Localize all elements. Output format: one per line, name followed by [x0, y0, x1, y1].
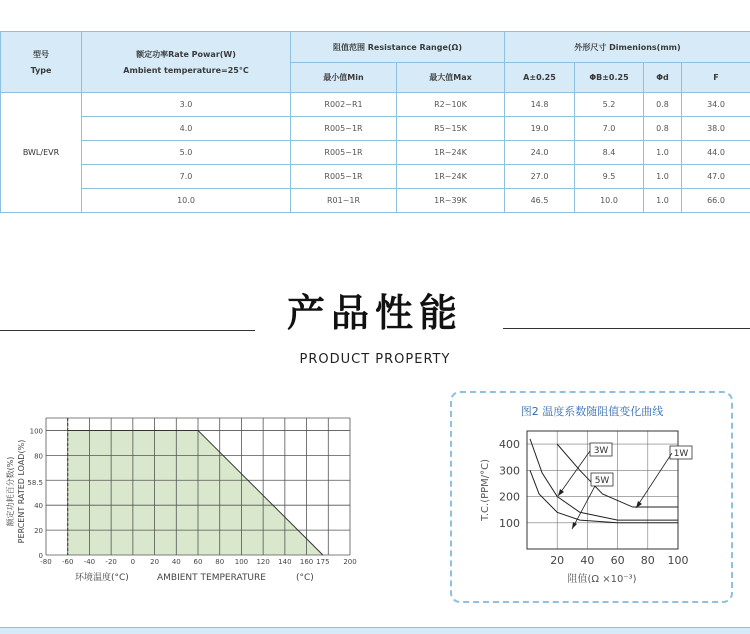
power-header-line1: 额定功率Rate Powar(W): [82, 49, 290, 60]
x-axis-label: 阻值(Ω ×10⁻³): [567, 572, 636, 585]
y-tick-label: 0: [39, 552, 43, 560]
min-cell: R002~R1: [291, 93, 397, 117]
x-tick-label: -20: [105, 558, 116, 566]
x-tick-label: 60: [194, 558, 203, 566]
power-header-line2: Ambient temperature=25°C: [82, 66, 290, 75]
b-cell: 9.5: [575, 165, 644, 189]
y-axis-label: T.C.(PPM/°C): [480, 459, 491, 522]
min-cell: R01~1R: [291, 189, 397, 213]
resistance-header: 阻值范围 Resistance Range(Ω): [291, 32, 505, 63]
min-cell: R005~1R: [291, 117, 397, 141]
x-axis-label-cn: 环境温度(°C): [75, 571, 129, 583]
d-cell: 1.0: [644, 141, 682, 165]
a-cell: 46.5: [505, 189, 575, 213]
x-tick-label: 120: [256, 558, 269, 566]
type-header-cn: 型号: [1, 49, 81, 60]
d-cell: 1.0: [644, 189, 682, 213]
type-header-en: Type: [1, 66, 81, 75]
series-label-3w: 3W: [594, 446, 609, 456]
spec-table: [0, 31, 750, 213]
d-cell: 0.8: [644, 93, 682, 117]
x-tick-label: -80: [40, 558, 51, 566]
y-tick-label: 100: [499, 517, 520, 530]
power-cell: 3.0: [82, 93, 291, 117]
f-cell: 34.0: [682, 93, 750, 117]
b-header: ΦB±0.25: [575, 63, 644, 93]
x-tick-label: 100: [235, 558, 248, 566]
b-cell: 5.2: [575, 93, 644, 117]
x-tick-label: 100: [668, 554, 689, 567]
a-cell: 27.0: [505, 165, 575, 189]
a-header: A±0.25: [505, 63, 575, 93]
b-cell: 7.0: [575, 117, 644, 141]
max-cell: 1R~24K: [397, 141, 505, 165]
d-cell: 1.0: [644, 165, 682, 189]
b-cell: 10.0: [575, 189, 644, 213]
y-tick-label: 200: [499, 491, 520, 504]
table-row: [1, 189, 750, 213]
a-cell: 24.0: [505, 141, 575, 165]
power-cell: 4.0: [82, 117, 291, 141]
f-header: F: [682, 63, 750, 93]
y-axis-label-cn: 额定功耗百分数(%): [5, 457, 15, 527]
power-cell: 10.0: [82, 189, 291, 213]
a-cell: 19.0: [505, 117, 575, 141]
x-tick-label: 0: [131, 558, 135, 566]
x-tick-label: 40: [172, 558, 181, 566]
a-cell: 14.8: [505, 93, 575, 117]
x-tick-label: 200: [343, 558, 356, 566]
table-row: [1, 165, 750, 189]
type-cell: BWL/EVR: [1, 93, 82, 213]
x-tick-label: 175: [316, 558, 329, 566]
x-tick-label: 40: [580, 554, 594, 567]
series-label-1w: 1W: [674, 449, 689, 459]
f-cell: 44.0: [682, 141, 750, 165]
section-title-en: PRODUCT PROPERTY: [0, 352, 750, 367]
x-tick-label: 160: [300, 558, 313, 566]
x-axis-label-en: AMBIENT TEMPERATURE: [157, 573, 266, 583]
y-tick-label: 300: [499, 464, 520, 477]
y-tick-label: 400: [499, 438, 520, 451]
table-row: [1, 117, 750, 141]
x-tick-label: -40: [84, 558, 95, 566]
power-header: [82, 32, 291, 93]
arrow-3w: [558, 451, 590, 496]
arrowhead-3w: [558, 489, 564, 496]
arrow-1w: [636, 453, 672, 508]
tc-chart-title: 图2 温度系数随阻值变化曲线: [521, 404, 664, 418]
max-cell: R2~10K: [397, 93, 505, 117]
b-cell: 8.4: [575, 141, 644, 165]
f-cell: 66.0: [682, 189, 750, 213]
x-tick-label: 20: [150, 558, 159, 566]
y-tick-label: 100: [30, 427, 43, 435]
x-axis-label-unit: (°C): [296, 573, 314, 583]
x-tick-label: 80: [641, 554, 655, 567]
d-header: Φd: [644, 63, 682, 93]
f-cell: 47.0: [682, 165, 750, 189]
tc-chart: [450, 391, 733, 603]
x-tick-label: 20: [550, 554, 564, 567]
y-tick-label: 58.5: [27, 479, 43, 487]
table-row: [1, 141, 750, 165]
x-tick-label: 80: [215, 558, 224, 566]
y-tick-label: 20: [34, 527, 43, 535]
power-cell: 7.0: [82, 165, 291, 189]
y-tick-label: 40: [34, 502, 43, 510]
max-cell: 1R~39K: [397, 189, 505, 213]
max-header: 最大值Max: [397, 63, 505, 93]
x-tick-label: 140: [278, 558, 291, 566]
x-tick-label: -60: [62, 558, 73, 566]
f-cell: 38.0: [682, 117, 750, 141]
x-tick-label: 60: [611, 554, 625, 567]
y-axis-label-en: PERCENT RATED LOAD(%): [17, 440, 26, 544]
min-header: 最小值Min: [291, 63, 397, 93]
series-label-5w: 5W: [595, 476, 610, 486]
max-cell: 1R~24K: [397, 165, 505, 189]
table-row: [1, 93, 750, 117]
min-cell: R005~1R: [291, 165, 397, 189]
type-header: [1, 32, 82, 93]
section-title-cn: 产品性能: [0, 290, 750, 336]
y-tick-label: 80: [34, 452, 43, 460]
derating-chart: [0, 400, 360, 600]
d-cell: 0.8: [644, 117, 682, 141]
power-cell: 5.0: [82, 141, 291, 165]
dimensions-header: 外形尺寸 Dimenions(mm): [505, 32, 750, 63]
min-cell: R005~1R: [291, 141, 397, 165]
max-cell: R5~15K: [397, 117, 505, 141]
